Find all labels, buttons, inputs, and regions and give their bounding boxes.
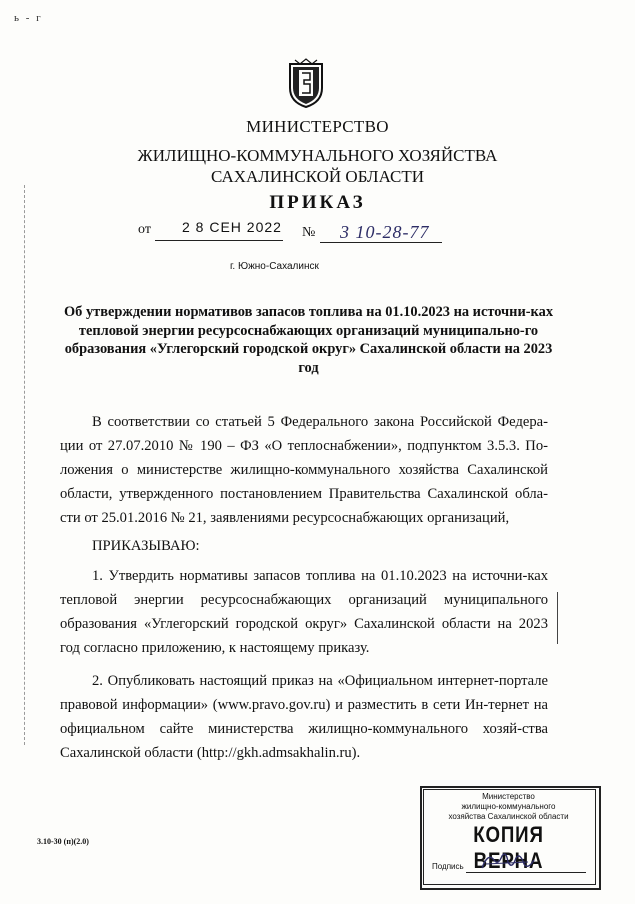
ministry-heading: МИНИСТЕРСТВО <box>246 117 389 136</box>
stamp-signature-label: Подпись <box>432 862 464 871</box>
stamp-line1: Министерство <box>482 792 535 801</box>
city: г. Южно-Сахалинск <box>230 261 319 272</box>
date-underline <box>155 240 283 241</box>
stamp-line2: жилищно-коммунального <box>461 802 556 811</box>
stamp-line3: хозяйства Сахалинской области <box>448 812 569 821</box>
order-item-2: 2. Опубликовать настоящий приказ на «Официальном интернет-портале правовой информации» (www.pravo.gov.ru) и разместить в сети Ин-тернет на официальном сайте министерства жилищно-коммунального хозяй-ства Сахалинской области (http://gkh.admsakhalin.ru). <box>60 673 548 761</box>
date-prefix: от <box>138 222 151 237</box>
ministry-heading-line3: САХАЛИНСКОЙ ОБЛАСТИ <box>210 167 425 186</box>
number-value: 3 10-28-77 <box>340 222 430 242</box>
number-underline <box>320 242 442 243</box>
coat-of-arms-icon <box>287 58 325 108</box>
order-item-1: 1. Утвердить нормативы запасов топлива на 01.10.2023 на источни-ках тепловой энергии ресурсоснабжающих организаций муниципального образования «Углегорский городской округ» Сахалинской области на 2023 год согласно приложению, к настоящему приказу. <box>60 568 548 656</box>
intro-paragraph: В соответствии со статьей 5 Федерального закона Российской Федера-ции от 27.07.2010 № 190 – ФЗ «О теплоснабжении», подпунктом 3.5.3. По-ложения о министерстве жилищно-коммунального хозяйства Сахалинской области, утвержденного постановлением Правительства Сахалинской обла-сти от 25.01.2016 № 21, заявлениями ресурсоснабжающих организаций, <box>60 414 548 526</box>
scan-right-mark <box>557 592 558 644</box>
number-prefix: № <box>302 225 316 240</box>
document-code: 3.10-30 (п)(2.0) <box>37 837 89 846</box>
order-word: ПРИКАЗЫВАЮ: <box>92 538 200 554</box>
handwritten-signature-icon <box>478 848 538 874</box>
document-type: ПРИКАЗ <box>269 192 366 213</box>
stamp-copy-verified: КОПИЯ ВЕРНА <box>473 822 544 873</box>
document-title: Об утверждении нормативов запасов топлива на 01.10.2023 на источни-ках тепловой энергии ресурсоснабжающих организаций муниципально-го образования «Углегорский городской округ» Сахалинской области на 2023 год <box>63 304 554 376</box>
corner-marks: ь - г <box>14 12 43 24</box>
date-value: 2 8 СЕН 2022 <box>182 219 282 235</box>
ministry-heading-line2: ЖИЛИЩНО-КОММУНАЛЬНОГО ХОЗЯЙСТВА <box>137 146 498 165</box>
scan-margin-mark <box>24 185 26 745</box>
